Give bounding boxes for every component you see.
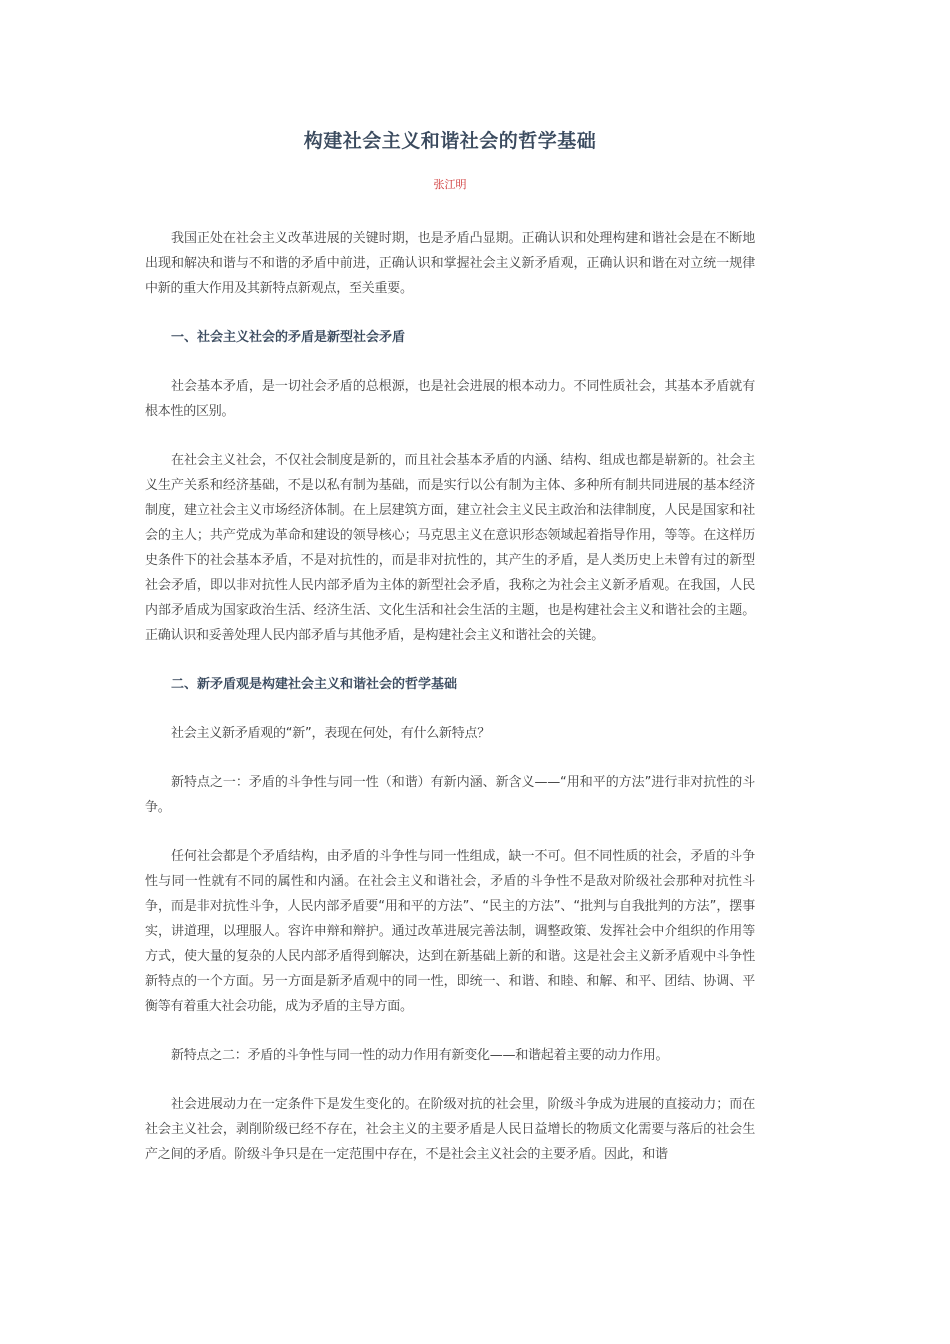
paragraph: 我国正处在社会主义改革进展的关键时期，也是矛盾凸显期。正确认识和处理构建和谐社会是在不断地出现和解决和谐与不和谐的矛盾中前进，正确认识和掌握社会主义新矛盾观，正确认识和谐在对立统一规律中新的重大作用及其新特点新观点，至关重要。 bbox=[145, 231, 755, 296]
paragraph: 社会基本矛盾，是一切社会矛盾的总根源，也是社会进展的根本动力。不同性质社会，其基本矛盾就有根本性的区别。 bbox=[145, 379, 755, 419]
section-heading: 一、社会主义社会的矛盾是新型社会矛盾 bbox=[171, 330, 406, 345]
document-author: 张江明 bbox=[433, 178, 467, 191]
paragraph: 社会主义新矛盾观的“新”，表现在何处，有什么新特点？ bbox=[171, 726, 490, 741]
paragraph: 任何社会都是个矛盾结构，由矛盾的斗争性与同一性组成，缺一不可。但不同性质的社会，矛盾的斗争性与同一性就有不同的属性和内涵。在社会主义和谐社会，矛盾的斗争性不是敌对阶级社会那种对抗性斗争，而是非对抗性斗争，人民内部矛盾要“用和平的方法”、“民主的方法”、“批判与自我批判的方法”，摆事实，讲道理，以理服人。容许申辩和辩护。通过改革进展完善法制，调整政策、发挥社会中介组织的作用等方式，使大量的复杂的人民内部矛盾得到解决，达到在新基础上新的和谐。这是社会主义新矛盾观中斗争性新特点的一个方面。另一方面是新矛盾观中的同一性，即统一、和谐、和睦、和解、和平、团结、协调、平衡等有着重大社会功能，成为矛盾的主导方面。 bbox=[145, 849, 755, 1014]
paragraph: 社会进展动力在一定条件下是发生变化的。在阶级对抗的社会里，阶级斗争成为进展的直接动力；而在社会主义社会，剥削阶级已经不存在，社会主义的主要矛盾是人民日益增长的物质文化需要与落后的社会生产之间的矛盾。阶级斗争只是在一定范围中存在，不是社会主义社会的主要矛盾。因此，和谐 bbox=[145, 1097, 755, 1162]
paragraph: 新特点之一：矛盾的斗争性与同一性（和谐）有新内涵、新含义——“用和平的方法”进行非对抗性的斗争。 bbox=[145, 775, 755, 815]
paragraph: 新特点之二：矛盾的斗争性与同一性的动力作用有新变化——和谐起着主要的动力作用。 bbox=[171, 1048, 669, 1063]
paragraph: 在社会主义社会，不仅社会制度是新的，而且社会基本矛盾的内涵、结构、组成也都是崭新的。社会主义生产关系和经济基础，不是以私有制为基础，而是实行以公有制为主体、多种所有制共同进展的基本经济制度，建立社会主义市场经济体制。在上层建筑方面，建立社会主义民主政治和法律制度，人民是国家和社会的主人；共产党成为革命和建设的领导核心；马克思主义在意识形态领域起着指导作用，等等。在这样历史条件下的社会基本矛盾，不是对抗性的，而是非对抗性的，其产生的矛盾，是人类历史上未曾有过的新型社会矛盾，即以非对抗性人民内部矛盾为主体的新型社会矛盾，我称之为社会主义新矛盾观。在我国，人民内部矛盾成为国家政治生活、经济生活、文化生活和社会生活的主题，也是构建社会主义和谐社会的主题。正确认识和妥善处理人民内部矛盾与其他矛盾，是构建社会主义和谐社会的关键。 bbox=[145, 453, 755, 643]
section-heading: 二、新矛盾观是构建社会主义和谐社会的哲学基础 bbox=[171, 677, 458, 692]
document-title: 构建社会主义和谐社会的哲学基础 bbox=[303, 130, 597, 152]
document-body bbox=[145, 226, 755, 1191]
